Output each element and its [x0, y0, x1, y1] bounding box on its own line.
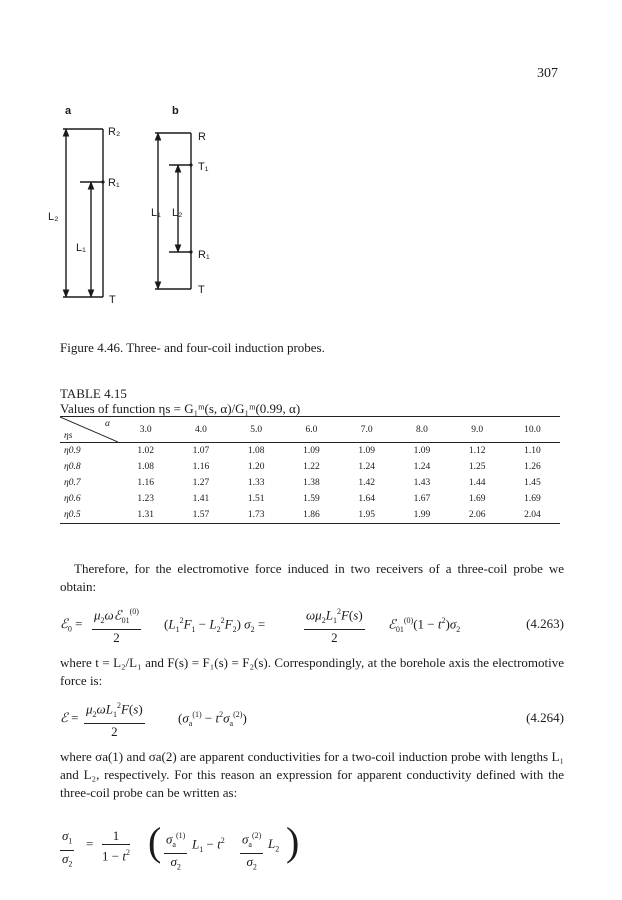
- cell: 1.57: [173, 507, 228, 524]
- cell: 1.33: [247, 478, 265, 488]
- coil-probe-diagram: [0, 0, 622, 330]
- cell: 1.16: [137, 478, 154, 488]
- cell: 1.25: [468, 462, 486, 472]
- equation-4-264: ℰ = $\frac{\mu_2\omega L_1^2F(s)}{2}$ $(\sigma_a^{(1)} - t^2\sigma_a^{(2)})$ (4.264): [60, 698, 564, 738]
- table-heading: [60, 386, 300, 416]
- cell: 1.86: [284, 507, 339, 524]
- cell: 1.43: [413, 478, 431, 488]
- cell: 1.27: [192, 478, 210, 488]
- label-t-a: T: [109, 294, 116, 306]
- values-table: [60, 416, 560, 524]
- cell: 1.38: [303, 478, 320, 488]
- row-label: η0.8: [64, 462, 81, 472]
- cell: 1.20: [247, 462, 265, 472]
- eq-number-263: (4.263): [526, 616, 564, 631]
- panel-a-label: a: [65, 105, 72, 117]
- table-row: [60, 475, 560, 491]
- table-row: [60, 443, 560, 460]
- page-number: 307: [537, 66, 558, 81]
- table-row: [60, 507, 560, 524]
- cell: 1.09: [358, 446, 375, 456]
- equation-4-263: ℰ$_0$ = $\mu_2\omega ℰ_{01}^{(0)}$ 2 $(L_1^2F_1 - L_2^2F_2) \sigma_2$ = $\frac{\omega\mu_2L_1^2F(s)}{2}$ ℰ$_{01}^{(0)}$(1 − $t^2)\sigma_2$ (4.263): [60, 604, 564, 644]
- cell: 1.09: [303, 446, 320, 456]
- col-header: 6.0: [284, 417, 339, 443]
- table-label: TABLE 4.15: [60, 386, 127, 401]
- cell: 1.12: [468, 446, 486, 456]
- corner-eta: ηs: [64, 431, 73, 441]
- table-row: [60, 491, 560, 507]
- label-r1-b: R₁: [198, 249, 210, 261]
- paragraph-2: where t = L₂/L₁ and F(s) = F₁(s) = F₂(s). Correspondingly, at the borehole axis the electromotive force is:: [60, 655, 564, 688]
- label-t-b: T: [198, 284, 205, 296]
- cell: 1.69: [524, 494, 541, 504]
- col-header: 4.0: [173, 417, 228, 443]
- col-header: 3.0: [118, 417, 173, 443]
- cell: 2.06: [450, 507, 505, 524]
- col-header: 8.0: [394, 417, 449, 443]
- label-r: R: [198, 131, 206, 143]
- col-header: 5.0: [229, 417, 284, 443]
- cell: 1.73: [229, 507, 284, 524]
- cell: 1.08: [137, 462, 154, 472]
- cell: 1.02: [137, 446, 154, 456]
- cell: 1.07: [192, 446, 210, 456]
- paragraph-3: where σa(1) and σa(2) are apparent conductivities for a two-coil induction probe with lengths L₁ and L₂, respectively. For this reason an expression for apparent conductivity defined with the three-coil probe can be written as:: [60, 749, 564, 800]
- cell: 1.99: [394, 507, 449, 524]
- cell: 1.69: [468, 494, 486, 504]
- table-corner-cell: [60, 417, 118, 443]
- cell: 1.24: [413, 462, 431, 472]
- cell: 1.67: [413, 494, 431, 504]
- col-header: 9.0: [450, 417, 505, 443]
- row-label: η0.9: [64, 446, 81, 456]
- cell: 1.26: [524, 462, 541, 472]
- table-title: Values of function ηs = G₁ᵐ(s, α)/G₁ᵐ(0.99, α): [60, 401, 301, 416]
- cell: 1.24: [358, 462, 375, 472]
- label-l1-b: L₁: [151, 207, 161, 219]
- table-row: [60, 459, 560, 475]
- cell: 1.44: [468, 478, 486, 488]
- equation-apparent-conductivity: $\frac{\sigma_1}{\sigma_2}$ = $\frac{1}{1 - t^2}$ ( $\frac{\sigma_a^{(1)}}{\sigma_2}$ $L_1 - t^2$ $\frac{\sigma_a^{(2)}}{\sigma_2}$ $L_2$ ): [62, 819, 300, 872]
- row-label: η0.6: [64, 494, 81, 504]
- row-label: η0.5: [60, 507, 118, 524]
- cell: 1.31: [118, 507, 173, 524]
- label-l1-a: L₁: [76, 242, 86, 254]
- col-header: 10.0: [505, 417, 560, 443]
- paragraph-1: Therefore, for the electromotive force induced in two receivers of a three-coil probe we obtain:: [60, 561, 564, 594]
- cell: 1.08: [247, 446, 265, 456]
- cell: 1.16: [192, 462, 210, 472]
- col-header: 7.0: [339, 417, 394, 443]
- label-l2-a: L₂: [48, 211, 59, 223]
- label-r1-a: R₁: [108, 177, 120, 189]
- table-header-row: [60, 417, 560, 443]
- cell: 1.22: [303, 462, 320, 472]
- cell: 1.10: [524, 446, 541, 456]
- cell: 1.23: [137, 494, 154, 504]
- cell: 1.51: [247, 494, 265, 504]
- cell: 1.64: [358, 494, 375, 504]
- label-r2: R₂: [108, 126, 121, 138]
- cell: 1.42: [358, 478, 375, 488]
- figure-caption: Figure 4.46. Three- and four-coil induction probes.: [60, 340, 325, 355]
- panel-b-label: b: [172, 105, 179, 117]
- label-t1: T₁: [198, 161, 209, 173]
- cell: 1.95: [339, 507, 394, 524]
- corner-alpha: α: [105, 419, 110, 429]
- cell: 2.04: [505, 507, 560, 524]
- cell: 1.41: [192, 494, 210, 504]
- eq-number-264: (4.264): [526, 710, 564, 725]
- label-l2-b: L₂: [172, 207, 183, 219]
- cell: 1.59: [303, 494, 320, 504]
- cell: 1.45: [524, 478, 541, 488]
- cell: 1.09: [413, 446, 431, 456]
- row-label: η0.7: [64, 478, 81, 488]
